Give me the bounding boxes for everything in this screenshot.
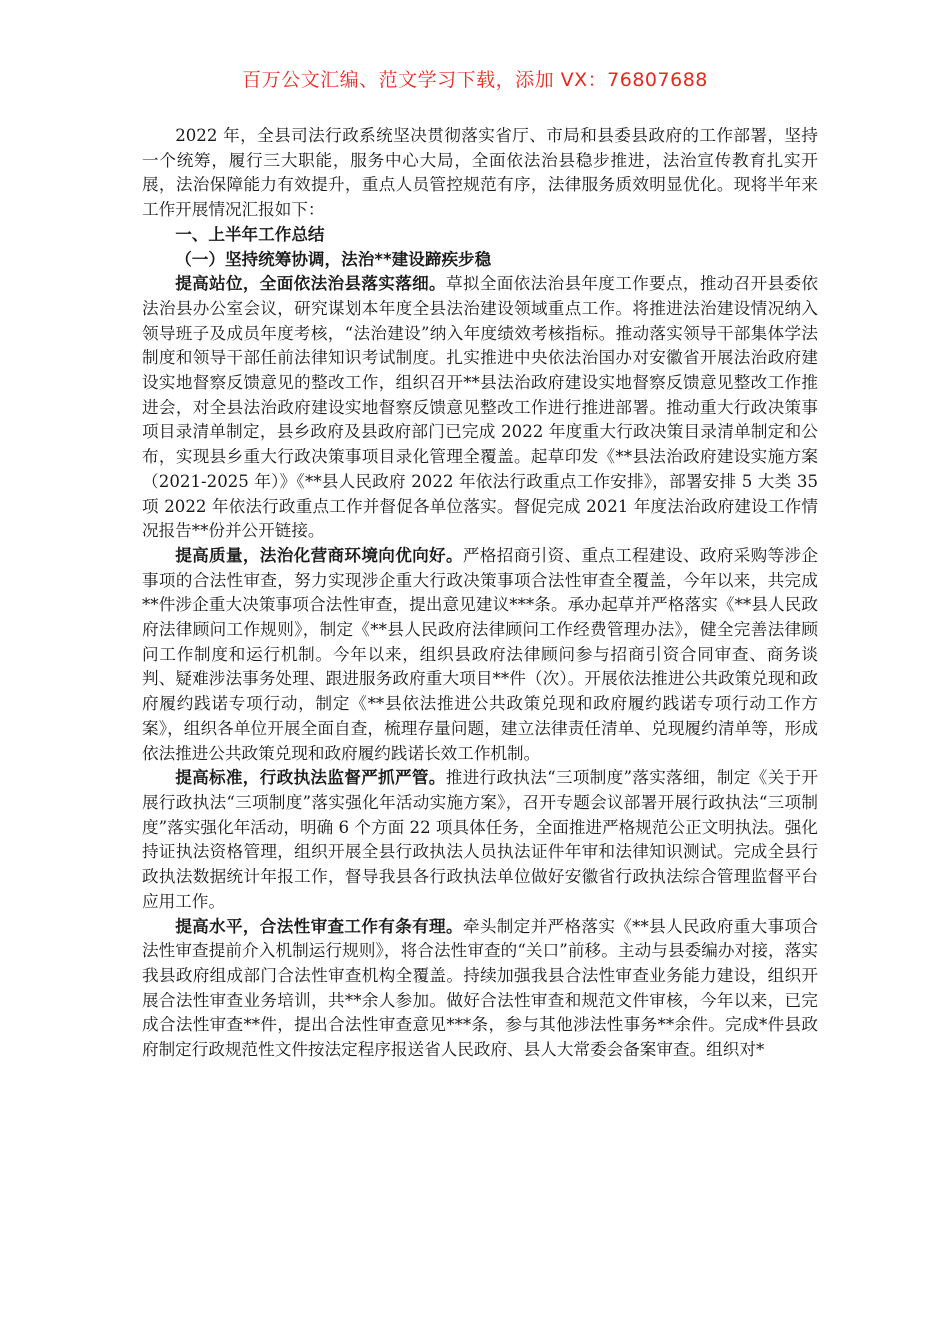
paragraph-lead: 提高站位，全面依法治县落实落细。 [175, 274, 446, 294]
paragraph-lead: 提高质量，法治化营商环境向优向好。 [175, 545, 463, 565]
paragraph-text: 推进行政执法“三项制度”落实落细，制定《关于开展行政执法“三项制度”落实强化年活动实施方案》，召开专题会议部署开展行政执法“三项制度”落实强化年活动，明确 6 个方面 22 项具体任务，全面推进严格规范公正文明执法。强化持证执法资格管理，组织开展全县行政执法人员执法证件年审和法律知识测试。完成全县行政执法数据统计年报工作，督导我县各行政执法单位做好安徽省行政执法综合管理监督平台应用工作。 [142, 768, 818, 911]
paragraph-text: 严格招商引资、重点工程建设、政府采购等涉企事项的合法性审查，努力实现涉企重大行政决策事项合法性审查全覆盖，今年以来，共完成**件涉企重大决策事项合法性审查，提出意见建议***条。承办起草并严格落实《**县人民政府法律顾问工作规则》，制定《**县人民政府法律顾问工作经费管理办法》，健全完善法律顾问工作制度和运行机制。今年以来，组织县政府法律顾问参与招商引资合同审查、商务谈判、疑难涉法事务处理、跟进服务政府重大项目**件（次）。开展依法推进公共政策兑现和政府履约践诺专项行动，制定《**县依法推进公共政策兑现和政府履约践诺专项行动工作方案》，组织各单位开展全面自查，梳理存量问题，建立法律责任清单、兑现履约清单等，形成依法推进公共政策兑现和政府履约践诺长效工作机制。 [142, 545, 819, 763]
body-paragraph [142, 915, 818, 1063]
intro-paragraph: 2022 年，全县司法行政系统坚决贯彻落实省厅、市局和县委县政府的工作部署，坚持一个统筹，履行三大职能，服务中心大局，全面依法治县稳步推进，法治宣传教育扎实开展，法治保障能力有效提升，重点人员管控规范有序，法律服务质效明显优化。现将半年来工作开展情况汇报如下： [142, 126, 818, 220]
body-paragraph [142, 766, 818, 914]
paragraph-text: 草拟全面依法治县年度工作要点，推动召开县委依法治县办公室会议，研究谋划本年度全县法治建设领域重点工作。将推进法治建设情况纳入领导班子及成员年度考核，“法治建设”纳入年度绩效考核指标。推动落实领导干部集体学法制度和领导干部任前法律知识考试制度。扎实推进中央依法治国办对安徽省开展法治政府建设实地督察反馈意见的整改工作，组织召开**县法治政府建设实地督察反馈意见整改工作推进会，对全县法治政府建设实地督察反馈意见整改工作进行推进部署。推动重大行政决策事项目录清单制定，县乡政府及县政府部门已完成 2022 年度重大行政决策目录清单制定和公布，实现县乡重大行政决策事项目录化管理全覆盖。起草印发《**县法治政府建设实施方案（2021-2025 年）》《**县人民政府 2022 年依法行政重点工作安排》，部署安排 5 大类 35 项 2022 年依法行政重点工作并督促各单位落实。督促完成 2021 年度法治政府建设工作情况报告**份并公开链接。 [142, 274, 818, 541]
paragraph-lead: 提高标准，行政执法监督严抓严管。 [175, 768, 446, 788]
body-paragraph [142, 544, 818, 766]
body-paragraph [142, 272, 818, 544]
section-heading: 一、上半年工作总结 [175, 224, 325, 244]
document-body [142, 124, 818, 1063]
paragraph-text: 牵头制定并严格落实《**县人民政府重大事项合法性审查提前介入机制运行规则》，将合法性审查的“关口”前移。主动与县委编办对接，落实我县政府组成部门合法性审查机构全覆盖。持续加强我县合法性审查业务能力建设，组织开展合法性审查业务培训，共**余人参加。做好合法性审查和规范文件审核，今年以来，已完成合法性审查**件，提出合法性审查意见***条，参与其他涉法性事务**余件。完成*件县政府制定行政规范性文件按法定程序报送省人民政府、县人大常委会备案审查。组织对* [142, 916, 819, 1060]
header-banner: 百万公文汇编、范文学习下载，添加 VX：76807688 [242, 69, 708, 91]
paragraph-lead: 提高水平，合法性审查工作有条有理。 [175, 916, 463, 936]
subsection-heading: （一）坚持统筹协调，法治**建设蹄疾步稳 [175, 249, 492, 269]
